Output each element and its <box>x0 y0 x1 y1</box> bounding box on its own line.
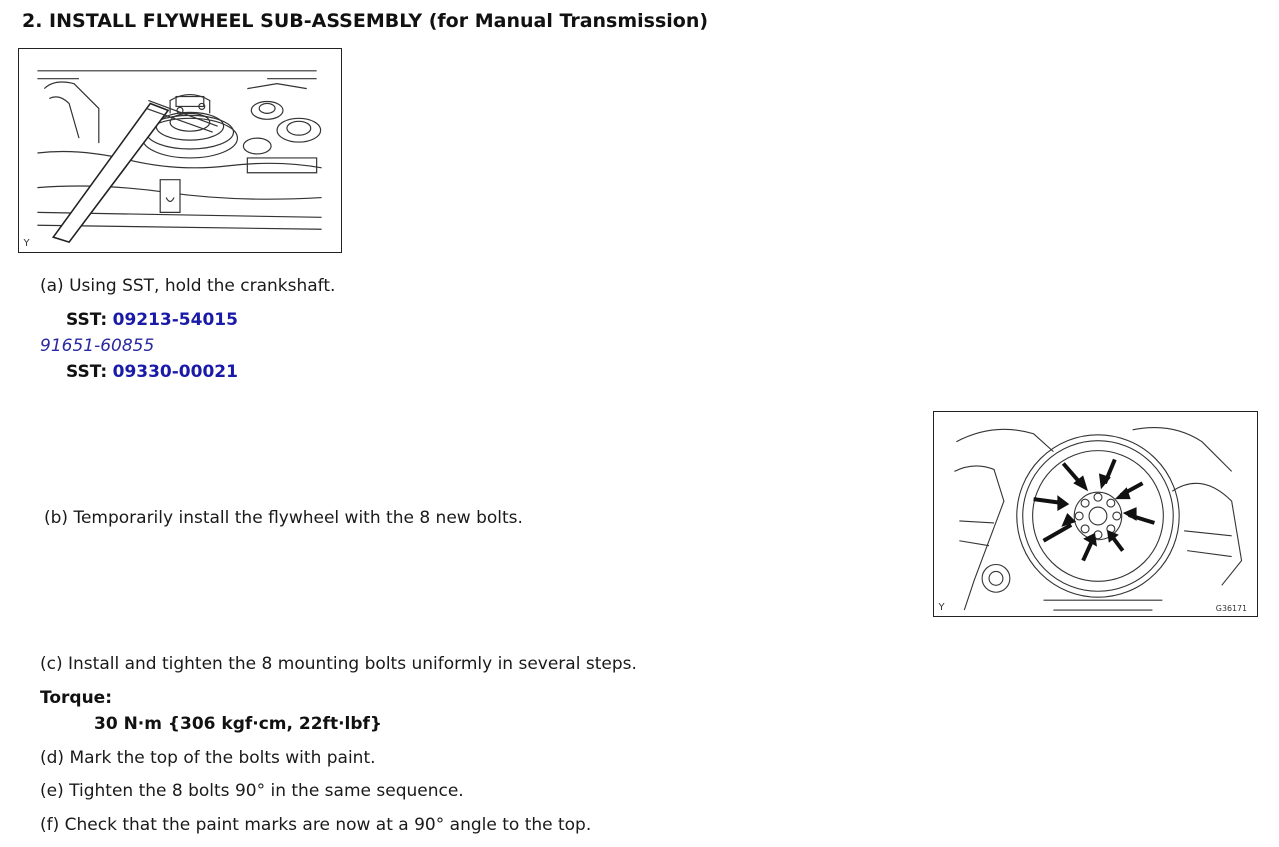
torque-value: 30 N·m {306 kgf·cm, 22ft·lbf} <box>94 714 383 734</box>
figure2-corner-letter: Y <box>938 602 945 614</box>
sst-part-link-1[interactable]: 09213-54015 <box>112 310 238 330</box>
figure1-corner-letter: Y <box>23 238 30 250</box>
flywheel-bolts-illustration <box>933 411 1258 617</box>
step-c: (c) Install and tighten the 8 mounting bolts uniformly in several steps. <box>40 654 637 674</box>
sst-line-1 <box>66 310 238 330</box>
step-f: (f) Check that the paint marks are now at a 90° angle to the top. <box>40 815 592 835</box>
sst-alt-part: 91651-60855 <box>40 336 155 356</box>
step-e: (e) Tighten the 8 bolts 90° in the same sequence. <box>40 781 464 801</box>
sst-crankshaft-illustration <box>18 48 342 253</box>
sst-part-link-2[interactable]: 09330-00021 <box>112 362 238 382</box>
sst-label: SST: <box>66 310 108 330</box>
step-a: (a) Using SST, hold the crankshaft. <box>40 276 336 296</box>
step-d: (d) Mark the top of the bolts with paint. <box>40 748 376 768</box>
figure2-code: G36171 <box>1215 604 1248 614</box>
sst-label: SST: <box>66 362 108 382</box>
torque-label: Torque: <box>40 688 113 708</box>
sst-line-2 <box>66 362 238 382</box>
step-b: (b) Temporarily install the flywheel with the 8 new bolts. <box>44 508 523 528</box>
section-heading: 2. INSTALL FLYWHEEL SUB-ASSEMBLY (for Manual Transmission) <box>22 10 709 32</box>
